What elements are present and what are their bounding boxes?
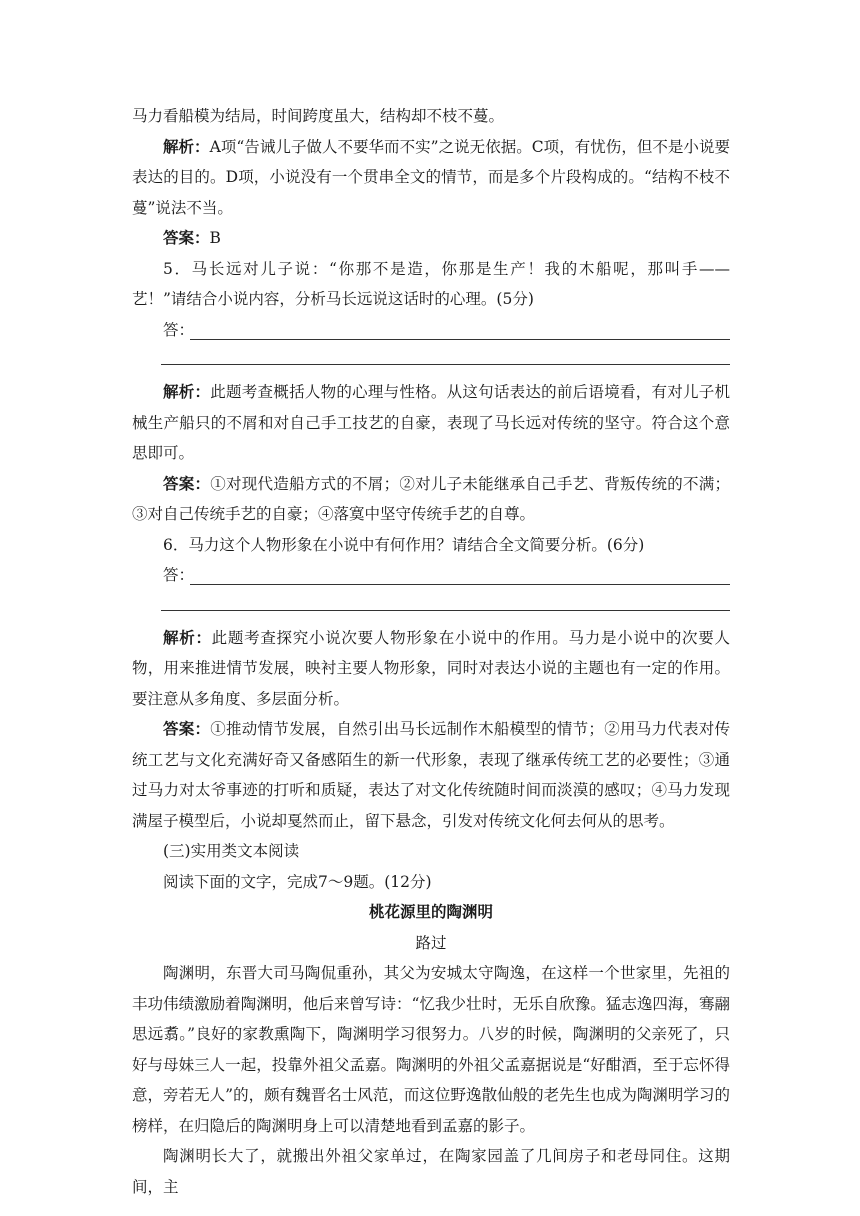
section-heading: (三)实用类文本阅读 [163,842,300,860]
analysis-q6 [132,623,730,715]
answer-label: 答案： [163,228,210,247]
analysis-text: A项“告诫儿子做人不要华而不实”之说无依据。C项，有忧伤，但不是小说要表达的目的。D项，小说没有一个贯串全文的情节，而是多个片段构成的。“结构不枝不蔓”说法不当。 [132,137,730,217]
answer-text: ①对现代造船方式的不屑；②对儿子未能继承自己手艺、背叛传统的不满；③对自己传统手艺的自豪；④落寞中坚守传统手艺的自尊。 [132,474,730,523]
analysis-label: 解析： [163,627,212,647]
analysis-label: 解析： [163,382,211,401]
reading-instruction: 阅读下面的文字，完成7～9题。(12分) [163,872,432,891]
answer-prompt: 答： [163,320,195,339]
document-body [132,101,730,1202]
answer-blank-row [132,560,730,591]
analysis-q5 [132,377,730,469]
question-5: 5．马长远对儿子说：“你那不是造，你那是生产！我的木船呢，那叫手——艺！”请结合小说内容，分析马长远说这话时的心理。(5分) [132,259,730,308]
analysis-label: 解析： [163,136,210,156]
article-paragraph: 陶渊明长大了，就搬出外祖父家单过，在陶家园盖了几间房子和老母同住。这期间，主 [132,1147,730,1196]
answer-label: 答案： [163,719,211,738]
answer-blank-row [132,591,730,623]
analysis-text: 此题考查探究小说次要人物形象在小说中的作用。马力是小说中的次要人物，用来推进情节发展，映衬主要人物形象，同时对表达小说的主题也有一定的作用。要注意从多角度、多层面分析。 [132,628,730,708]
text-line: 马力看船模为结局，时间跨度虽大，结构却不枝不蔓。 [132,107,505,125]
answer-q5 [132,469,730,530]
question-6: 6．马力这个人物形象在小说中有何作用？请结合全文简要分析。(6分) [163,535,645,554]
answer-blank-line[interactable] [161,364,730,365]
analysis-text: 此题考查概括人物的心理与性格。从这句话表达的前后语境看，有对儿子机械生产船只的不屑和对自己手工技艺的自豪，表现了马长远对传统的坚守。符合这个意思即可。 [132,383,730,462]
answer-prompt: 答： [163,566,195,584]
answer-q6 [132,714,730,836]
answer-blank-row [132,315,730,346]
article-paragraph: 陶渊明，东晋大司马陶侃重孙，其父为安城太守陶逸，在这样一个世家里，先祖的丰功伟绩激励着陶渊明，他后来曾写诗：“忆我少壮时，无乐自欣豫。猛志逸四海，骞翮思远翥。”良好的家教熏陶下，陶渊明学习很努力。八岁的时候，陶渊明的父亲死了，只好与母妹三人一起，投靠外祖父孟嘉。陶渊明的外祖父孟嘉据说是“好酣酒，至于忘怀得意，旁若无人”的，颇有魏晋名士风范，而这位野逸散仙般的老先生也成为陶渊明学习的榜样，在归隐后的陶渊明身上可以清楚地看到孟嘉的影子。 [132,964,730,1135]
answer-text: ①推动情节发展，自然引出马长远制作木船模型的情节；②用马力代表对传统工艺与文化充满好奇又备感陌生的新一代形象，表现了继承传统工艺的必要性；③通过马力对太爷事迹的打听和质疑，表达了对文化传统随时间而淡漠的感叹；④马力发现满屋子模型后，小说却戛然而止，留下悬念，引发对传统文化何去何从的思考。 [132,720,730,830]
analysis-q4 [132,132,730,224]
answer-text: B [209,229,221,247]
article-author: 路过 [415,933,447,952]
answer-blank-line[interactable] [190,584,730,585]
answer-blank-line[interactable] [190,339,730,340]
answer-q4 [132,223,730,254]
answer-label: 答案： [163,473,211,493]
answer-blank-line[interactable] [161,610,730,611]
answer-blank-row [132,345,730,377]
article-title: 桃花源里的陶渊明 [368,902,493,921]
